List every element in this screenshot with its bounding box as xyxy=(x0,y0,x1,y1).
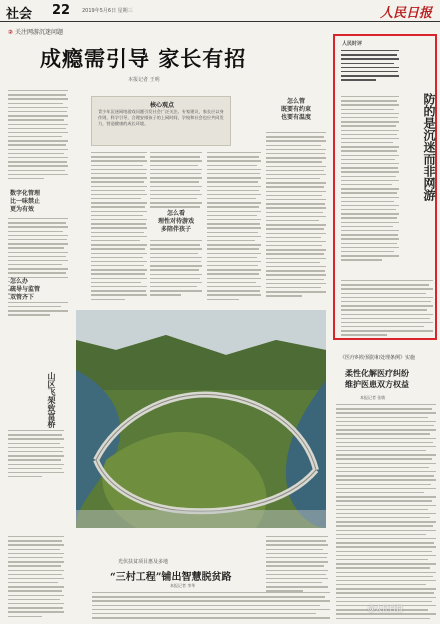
pullquote-left-2: 怎么办 疏导与监管 双管齐下 xyxy=(10,278,68,302)
commentary-intro xyxy=(341,50,399,90)
lead-kicker xyxy=(8,27,63,36)
pullquote-left-1: 数字化管理 比一味禁止 更为有效 xyxy=(10,190,41,213)
key-points-text: 青少年沉迷网络游戏问题引发社会广泛关注。专家建议，家长应以身作则，科学引导，合理安排孩子的上网时间，学校和社会也应共同发力，营造健康的成长环境。 xyxy=(98,109,224,127)
right-story-headline: 柔性化解医疗纠纷 维护医患双方权益 xyxy=(345,368,409,389)
lead-headline: 成瘾需引导 家长有招 xyxy=(40,46,247,71)
lead-byline: 本报记者 王明 xyxy=(128,77,160,83)
issue-date: 2019年5月6日 星期三 xyxy=(82,8,133,14)
commentary-box xyxy=(333,34,437,340)
pullquote-middle-1: 怎么管 既要有约束 也要有温度 xyxy=(280,98,311,121)
masthead xyxy=(0,0,440,22)
commentary-headline: 防的是沉迷而非网游 xyxy=(422,93,436,201)
right-story-byline: 本报记者 张敏 xyxy=(360,395,386,400)
bottom-story-byline: 本报记者 李华 xyxy=(170,583,196,588)
lead-kicker-tag: ② xyxy=(8,29,14,36)
right-story-kicker: 《医疗纠纷预防和处理条例》实施 xyxy=(340,355,416,361)
key-points-box xyxy=(91,96,231,146)
bottom-left-body xyxy=(8,536,64,620)
bridge-landscape-image xyxy=(76,310,326,528)
pullquote-middle-2: 怎么看 理性对待游戏 多陪伴孩子 xyxy=(157,210,194,233)
section-name: 社会 xyxy=(6,7,33,22)
lead-body-col-5 xyxy=(266,132,326,302)
bottom-story-kicker: 光伏扶贫项目惠及多地 xyxy=(118,559,169,565)
bridge-photo xyxy=(76,310,326,528)
commentary-kicker: 人民时评 xyxy=(342,41,363,47)
lead-body-col-4 xyxy=(207,152,261,302)
lead-body-col-1b xyxy=(8,218,68,328)
key-points-title: 核心观点 xyxy=(150,102,175,109)
photo-caption: 山区飞架致富桥 xyxy=(47,372,57,428)
commentary-body-b xyxy=(341,280,433,336)
lead-kicker-text: 关注网游沉迷问题 xyxy=(15,29,64,36)
weibo-watermark: @人民日报 xyxy=(368,605,403,613)
lead-body-col-3b xyxy=(150,240,202,302)
lead-body-col-2 xyxy=(91,152,147,302)
page-number: 22 xyxy=(52,3,71,18)
lead-body-col-1 xyxy=(8,90,68,186)
photo-side-text xyxy=(8,430,64,530)
bottom-right-col xyxy=(266,536,328,592)
bottom-story-body xyxy=(92,592,330,622)
paper-logo: 人民日报 xyxy=(379,6,432,21)
commentary-body-a xyxy=(341,96,399,276)
right-story-body xyxy=(336,404,436,620)
bottom-story-headline: “三村工程”铺出智慧脱贫路 xyxy=(110,572,232,583)
